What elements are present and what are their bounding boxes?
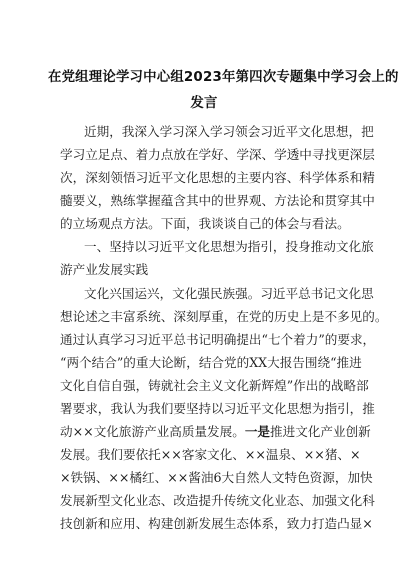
paragraph-2-line [60,424,371,440]
paragraph-2-text: 推进文化产业创新 [270,424,371,439]
paragraph-1-line: 的立场观点方法。下面，我谈谈自己的体会与看法。 [60,216,350,231]
paragraph-2-line: 想论述之丰富系统、深刻厚重，在党的历史上是不多见的。 [60,309,388,324]
paragraph-1-line: 学习立足点、着力点放在学好、学深、学透中寻找更深层 [60,147,375,162]
paragraph-3-line: 发展。我们要依托××客家文化、××温泉、××猪、× [60,447,361,462]
paragraph-3-line: 技创新和应用、构建创新发展生态体系，致力打造凸显× [60,516,373,531]
paragraph-2-line: 文化兴国运兴，文化强民族强。习近平总书记文化思 [84,286,374,301]
paragraph-2-line: 署要求，我认为我们要坚持以习近平文化思想为指引，推 [60,401,375,416]
paragraph-2-text: 动××文化旅游产业高质量发展。 [60,424,245,439]
paragraph-1-line: 髓要义，熟练掌握蕴含其中的世界观、方法论和贯穿其中 [60,193,375,208]
paragraph-3-line: ×铁锅、××橘红、××酱油6大自然人文特色资源，加快 [60,470,373,485]
paragraph-2-line: 文化自信自强，铸就社会主义文化新辉煌”作出的战略部 [60,378,369,393]
document-title-line-1: 在党组理论学习中心组2023年第四次专题集中学习会上的 [48,70,399,85]
section-heading-line: 游产业发展实践 [60,262,149,277]
document-title-line-2: 发言 [190,96,218,111]
paragraph-3-line: 发展新型文化业态、改造提升传统文化业态、加强文化科 [60,493,375,508]
paragraph-1-line: 近期，我深入学习深入学习领会习近平文化思想，把 [84,124,374,139]
emphasis-marker: 一是 [244,424,271,439]
paragraph-2-line: “两个结合”的重大论断，结合党的XX大报告围绕“推进 [60,355,362,370]
paragraph-1-line: 次，深刻领悟习近平文化思想的主要内容、科学体系和精 [60,170,375,185]
paragraph-2-line: 通过认真学习习近平总书记明确提出“七个着力”的要求， [60,332,376,347]
section-heading-line: 一、坚持以习近平文化思想为指引，投身推动文化旅 [84,239,374,254]
